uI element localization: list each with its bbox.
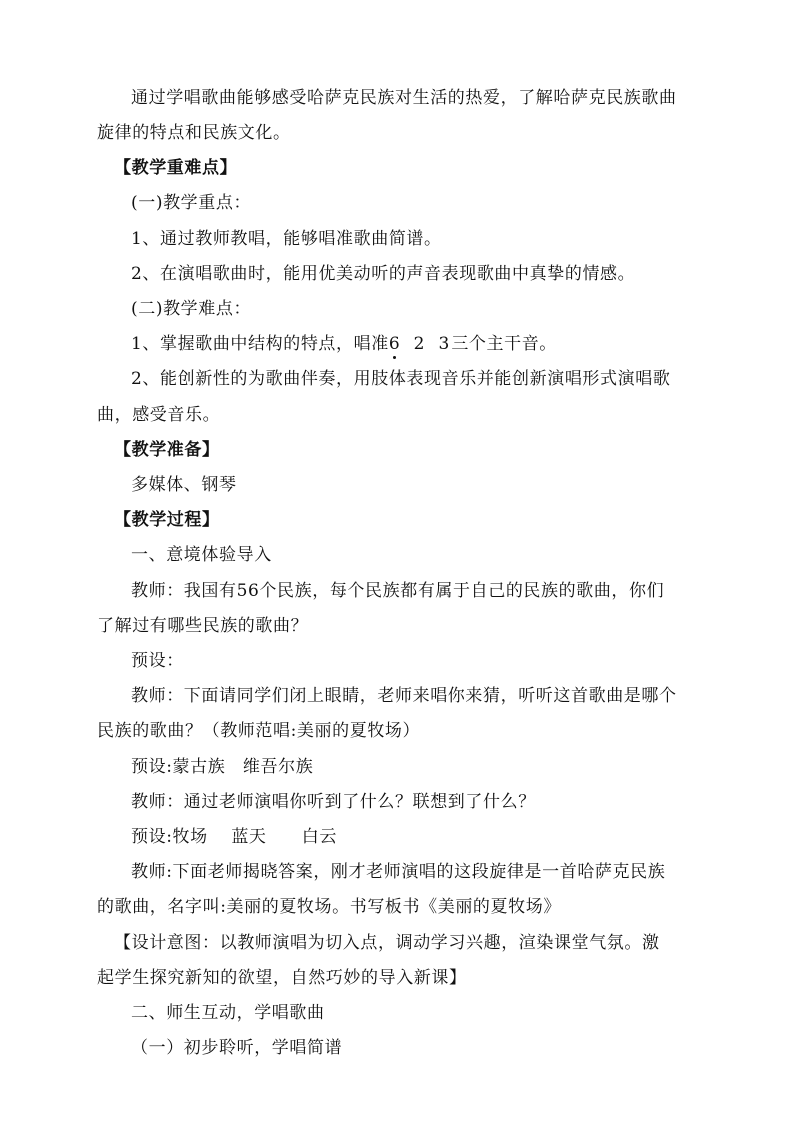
subheading-key-points: (一)教学重点：	[131, 193, 252, 213]
step-heading: 二、师生互动，学唱歌曲	[131, 1003, 325, 1023]
section-heading-preparation: 【教学准备】	[114, 440, 220, 460]
design-intent-note: 【设计意图：以教师演唱为切入点，调动学习兴趣，渲染课堂气氛。激	[114, 933, 660, 953]
note-three: 3	[438, 334, 450, 354]
numbered-notation	[389, 333, 451, 355]
paragraph-line: 的歌曲，名字叫:美丽的夏牧场。书写板书《美丽的夏牧场》	[97, 897, 561, 917]
section-heading-process: 【教学过程】	[114, 510, 220, 530]
list-item-with-notation	[131, 333, 557, 355]
list-item-text: 1、掌握歌曲中结构的特点，唱准	[131, 334, 389, 354]
paragraph-line: 预设：	[131, 651, 184, 671]
paragraph-line: 旋律的特点和民族文化。	[97, 123, 291, 143]
paragraph-line: 教师：下面请同学们闭上眼睛，老师来唱你来猜，听听这首歌曲是哪个	[131, 686, 677, 706]
list-item: 2、在演唱歌曲时，能用优美动听的声音表现歌曲中真挚的情感。	[131, 264, 636, 284]
paragraph-line: 教师:下面老师揭晓答案，刚才老师演唱的这段旋律是一首哈萨克民族	[131, 862, 666, 882]
subheading-difficulties: (二)教学难点：	[131, 299, 252, 319]
note-low-six: 6	[388, 334, 400, 354]
list-item-continuation: 曲，感受音乐。	[97, 405, 221, 425]
paragraph-line: 预设:牧场 蓝天 白云	[131, 827, 337, 847]
paragraph-line: 预设:蒙古族 维吾尔族	[131, 757, 314, 777]
paragraph-line: 民族的歌曲？（教师范唱:美丽的夏牧场）	[97, 721, 421, 741]
paragraph-line: 教师：通过老师演唱你听到了什么？联想到了什么？	[131, 792, 536, 812]
list-item: 2、能创新性的为歌曲伴奏，用肢体表现音乐并能创新演唱形式演唱歌	[131, 369, 671, 389]
paragraph-line: 通过学唱歌曲能够感受哈萨克民族对生活的热爱，了解哈萨克民族歌曲	[131, 88, 677, 108]
design-intent-note: 起学生探究新知的欲望，自然巧妙的导入新课】	[97, 968, 467, 988]
section-heading-key-points: 【教学重难点】	[114, 158, 238, 178]
sub-step-heading: （一）初步聆听，学唱简谱	[131, 1038, 343, 1058]
list-item: 1、通过教师教唱，能够唱准歌曲简谱。	[131, 229, 442, 249]
step-heading: 一、意境体验导入	[131, 545, 272, 565]
paragraph-line: 教师：我国有56个民族，每个民族都有属于自己的民族的歌曲，你们	[131, 581, 665, 601]
paragraph-line: 多媒体、钢琴	[131, 475, 237, 495]
note-two: 2	[413, 334, 425, 354]
list-item-text: 三个主干音。	[451, 334, 557, 354]
paragraph-line: 了解过有哪些民族的歌曲？	[97, 616, 309, 636]
